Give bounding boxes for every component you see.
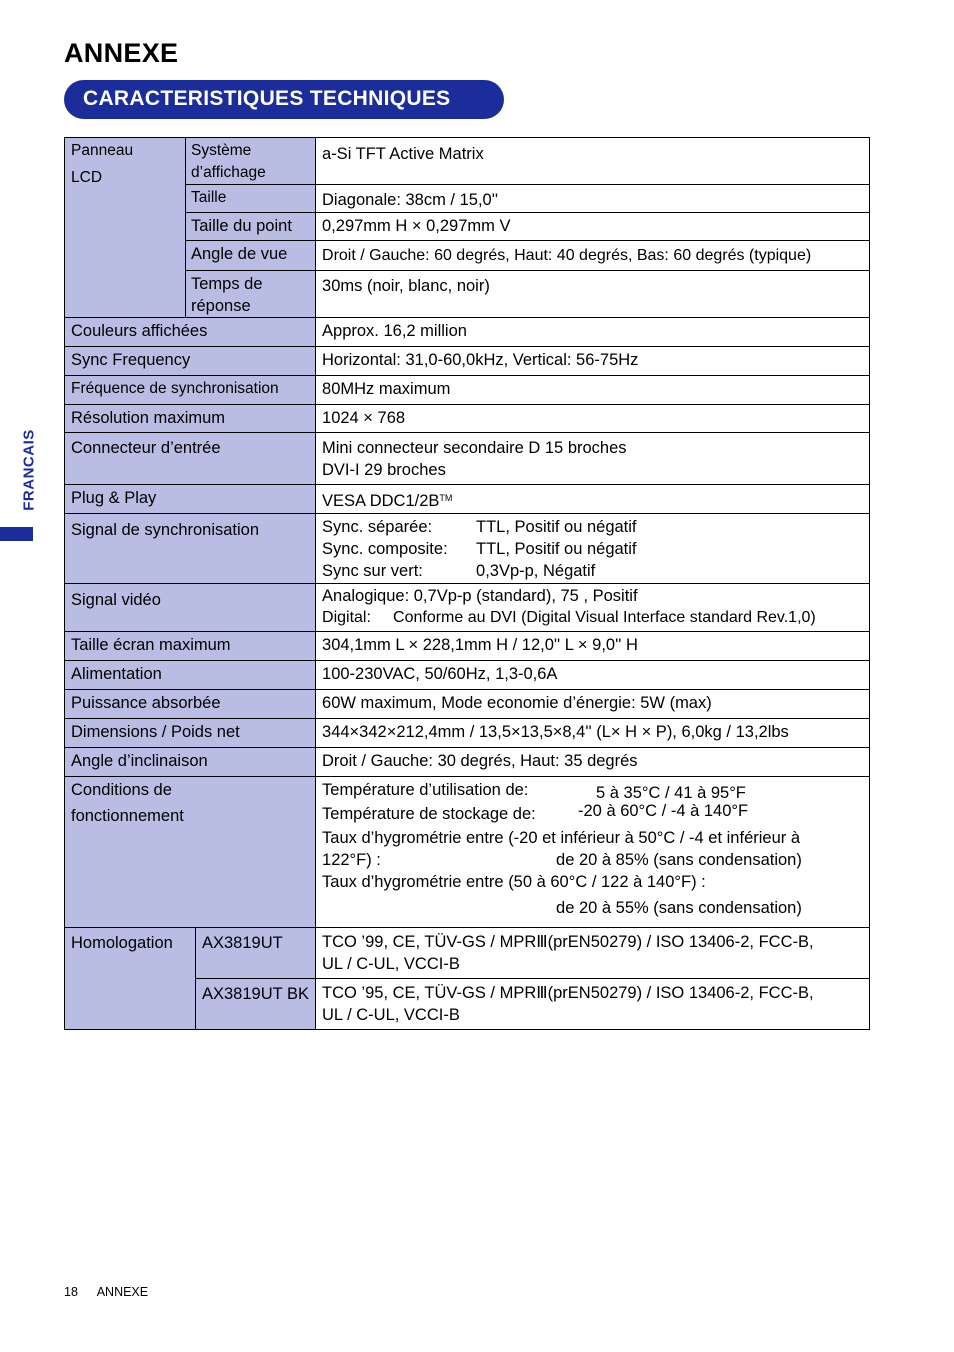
- row-label: Taille: [186, 185, 316, 213]
- row-label: Angle d’inclinaison: [65, 748, 316, 777]
- row-value: [316, 433, 870, 485]
- table-row: [65, 185, 870, 213]
- value-key: Digital:: [322, 609, 371, 626]
- row-value: [316, 979, 870, 1030]
- language-tab-marker: [0, 527, 33, 541]
- table-row: [65, 271, 870, 318]
- row-label: Taille du point: [186, 213, 316, 241]
- value-line: [322, 538, 864, 560]
- value-line: [322, 779, 864, 801]
- table-row: [65, 514, 870, 584]
- page-title: ANNEXE: [64, 38, 179, 68]
- row-label: Signal vidéo: [65, 584, 316, 632]
- table-row: [65, 213, 870, 241]
- value-text: TTL, Positif ou négatif: [476, 540, 637, 558]
- value-text: -20 à 60°C / -4 à 140°F: [578, 802, 749, 820]
- row-label: Fréquence de synchronisation: [65, 376, 316, 405]
- table-row: [65, 405, 870, 433]
- row-label: Homologation: [65, 928, 196, 1030]
- value-key: Température de stockage de:: [322, 805, 536, 823]
- row-value: Diagonale: 38cm / 15,0'': [316, 185, 870, 213]
- row-label: Résolution maximum: [65, 405, 316, 433]
- value-line: [322, 849, 864, 871]
- table-row: [65, 376, 870, 405]
- table-row: [65, 777, 870, 928]
- value-line: [322, 897, 864, 919]
- row-value: 80MHz maximum: [316, 376, 870, 405]
- row-value: [316, 584, 870, 632]
- row-value: Droit / Gauche: 60 degrés, Haut: 40 degrés, Bas: 60 degrés (typique): [316, 241, 870, 271]
- row-label: Sync Frequency: [65, 347, 316, 376]
- row-value: [316, 514, 870, 584]
- value-key: Sync. séparée:: [322, 518, 433, 536]
- value-text: 0,3Vp-p, Négatif: [476, 562, 596, 580]
- row-label: Couleurs affichées: [65, 318, 316, 347]
- value-key: Sync. composite:: [322, 540, 448, 558]
- row-value: 100-230VAC, 50/60Hz, 1,3-0,6A: [316, 661, 870, 690]
- table-row: [65, 748, 870, 777]
- value-text: VESA DDC1/2B: [322, 492, 440, 510]
- value-text: de 20 à 85% (sans condensation): [556, 851, 802, 869]
- row-label: Alimentation: [65, 661, 316, 690]
- row-value: 344×342×212,4mm / 13,5×13,5×8,4'' (L× H × P), 6,0kg / 13,2lbs: [316, 719, 870, 748]
- label-line: Conditions de: [71, 781, 172, 799]
- table-row: [65, 928, 870, 979]
- table-row: [65, 433, 870, 485]
- table-row: [65, 719, 870, 748]
- row-label: [65, 777, 316, 928]
- table-row: [65, 632, 870, 661]
- row-label: Signal de synchronisation: [65, 514, 316, 584]
- value-line: UL / C-UL, VCCI-B: [322, 955, 460, 973]
- value-line: [322, 607, 864, 629]
- language-label: FRANCAIS: [20, 429, 38, 511]
- table-row: [65, 318, 870, 347]
- row-label: Puissance absorbée: [65, 690, 316, 719]
- model-label: AX3819UT BK: [196, 979, 316, 1030]
- page-number: 18: [64, 1285, 78, 1299]
- section-title: CARACTERISTIQUES TECHNIQUES: [64, 80, 504, 119]
- table-row: [65, 241, 870, 271]
- value-key: Sync sur vert:: [322, 562, 423, 580]
- row-value: 0,297mm H × 0,297mm V: [316, 213, 870, 241]
- value-text: 5 à 35°C / 41 à 95°F: [596, 784, 746, 802]
- value-line: [322, 803, 864, 825]
- value-line: UL / C-UL, VCCI-B: [322, 1006, 460, 1024]
- value-line: TCO ’99, CE, TÜV-GS / MPRⅢ(prEN50279) / ISO 13406-2, FCC-B,: [322, 933, 814, 951]
- label-line: fonctionnement: [71, 807, 184, 825]
- row-value: a-Si TFT Active Matrix: [316, 138, 870, 185]
- table-row: [65, 584, 870, 632]
- value-line: DVI-I 29 broches: [322, 461, 446, 479]
- table-row: [65, 347, 870, 376]
- specifications-table: [64, 137, 870, 1030]
- row-label: Dimensions / Poids net: [65, 719, 316, 748]
- row-value: [316, 777, 870, 928]
- table-row: [65, 661, 870, 690]
- value-text: Conforme au DVI (Digital Visual Interface standard Rev.1,0): [393, 609, 816, 626]
- value-line: Taux d’hygrométrie entre (50 à 60°C / 122 à 140°F) :: [322, 873, 706, 891]
- value-key: 122°F) :: [322, 851, 381, 869]
- table-row: [65, 485, 870, 514]
- value-key: Température d’utilisation de:: [322, 781, 529, 799]
- value-line: [322, 516, 864, 538]
- value-line: Taux d’hygrométrie entre (-20 et inférieur à 50°C / -4 et inférieur à: [322, 829, 801, 847]
- row-value: [316, 928, 870, 979]
- row-value: 60W maximum, Mode economie d’énergie: 5W (max): [316, 690, 870, 719]
- row-label: Angle de vue: [186, 241, 316, 271]
- panel-group-line: LCD: [71, 169, 103, 186]
- panel-group-line: Panneau: [71, 142, 134, 159]
- row-label: Taille écran maximum: [65, 632, 316, 661]
- row-value: Approx. 16,2 million: [316, 318, 870, 347]
- value-line: [322, 560, 864, 582]
- row-label: Temps de réponse: [186, 271, 316, 318]
- row-value: 1024 × 768: [316, 405, 870, 433]
- model-label: AX3819UT: [196, 928, 316, 979]
- row-value: Droit / Gauche: 30 degrés, Haut: 35 degrés: [316, 748, 870, 777]
- table-row: [65, 138, 870, 185]
- page-footer: [64, 1285, 148, 1299]
- value-text: de 20 à 55% (sans condensation): [556, 899, 802, 917]
- value-text: TTL, Positif ou négatif: [476, 518, 637, 536]
- row-value: 304,1mm L × 228,1mm H / 12,0'' L × 9,0'' H: [316, 632, 870, 661]
- value-line: Mini connecteur secondaire D 15 broches: [322, 439, 627, 457]
- row-value: [316, 485, 870, 514]
- value-line: TCO ’95, CE, TÜV-GS / MPRⅢ(prEN50279) / ISO 13406-2, FCC-B,: [322, 984, 814, 1002]
- value-line: Analogique: 0,7Vp-p (standard), 75 , Positif: [322, 587, 638, 605]
- panel-group-label: [65, 138, 186, 318]
- row-value: 30ms (noir, blanc, noir): [316, 271, 870, 318]
- row-label: Système d’affichage: [186, 138, 316, 185]
- trademark-mark: TM: [439, 493, 453, 503]
- row-value: Horizontal: 31,0-60,0kHz, Vertical: 56-75Hz: [316, 347, 870, 376]
- row-label: Plug & Play: [65, 485, 316, 514]
- footer-label: ANNEXE: [96, 1285, 149, 1299]
- table-row: [65, 690, 870, 719]
- row-label: Connecteur d’entrée: [65, 433, 316, 485]
